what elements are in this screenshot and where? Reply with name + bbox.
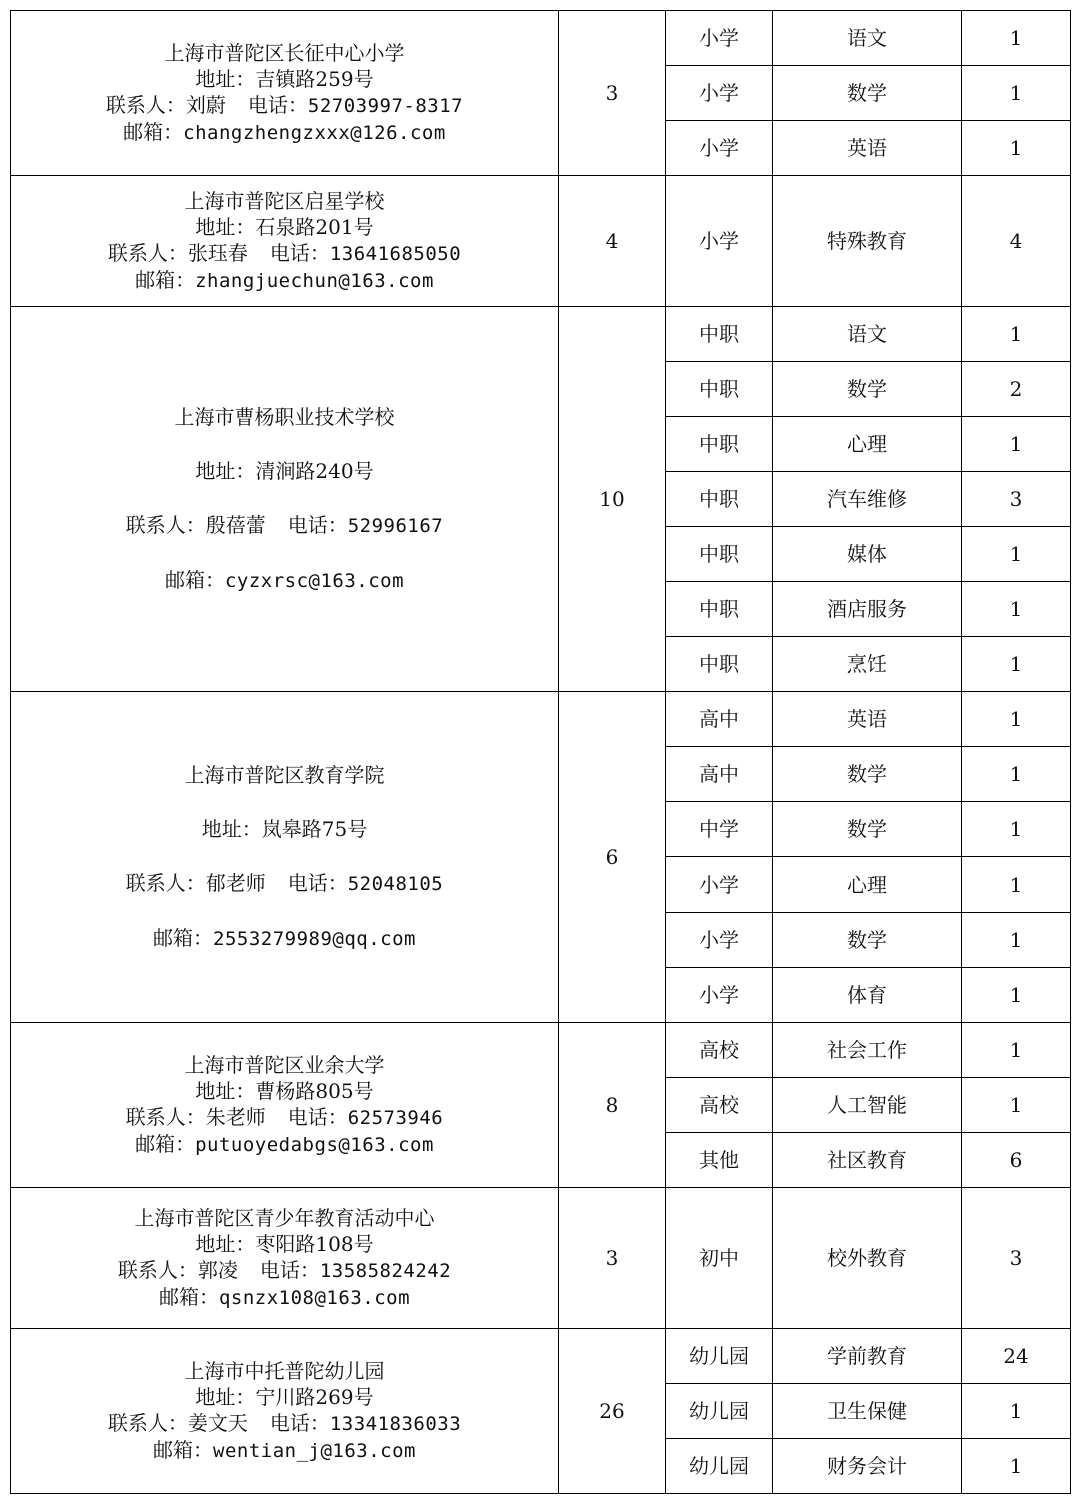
contact-label: 联系人：: [125, 1104, 206, 1129]
subject-cell: 数学: [773, 747, 962, 802]
email-address: 2553279989@qq.com: [213, 927, 416, 950]
email-label: 邮箱：: [153, 925, 214, 950]
count-cell: 24: [962, 1328, 1071, 1383]
level-cell: 幼儿园: [666, 1328, 773, 1383]
contact-label: 联系人：: [105, 93, 186, 118]
level-cell: 中职: [666, 527, 773, 582]
school-name-line: [11, 188, 558, 214]
phone-number: 52048105: [347, 872, 444, 895]
subject-cell: 英语: [773, 121, 962, 176]
contact-person: 张珏春: [187, 241, 248, 266]
count-cell: 1: [962, 912, 1071, 967]
count-cell: 1: [962, 417, 1071, 472]
subject-cell: 酒店服务: [773, 582, 962, 637]
level-cell: 高中: [666, 692, 773, 747]
contact-person: 朱老师: [205, 1104, 266, 1129]
level-cell: 小学: [666, 176, 773, 307]
level-cell: 中职: [666, 472, 773, 527]
subject-cell: 媒体: [773, 527, 962, 582]
email-label: 邮箱：: [123, 120, 184, 145]
school-name: 上海市普陀区启星学校: [184, 189, 385, 214]
phone-number: 52703997-8317: [307, 95, 464, 118]
address-line: [11, 66, 558, 92]
email-line: [11, 911, 558, 966]
contact-line: [11, 240, 558, 267]
subject-cell: 学前教育: [773, 1328, 962, 1383]
subject-cell: 数学: [773, 362, 962, 417]
level-cell: 小学: [666, 857, 773, 912]
subject-cell: 财务会计: [773, 1438, 962, 1493]
level-cell: 高中: [666, 747, 773, 802]
school-info-cell: [11, 307, 559, 692]
email-label: 邮箱：: [135, 268, 196, 293]
email-address: changzhengzxxx@126.com: [183, 122, 446, 145]
level-cell: 中职: [666, 582, 773, 637]
address-line: [11, 802, 558, 856]
subject-cell: 卫生保健: [773, 1383, 962, 1438]
address-line: [11, 1384, 558, 1410]
count-cell: 1: [962, 1077, 1071, 1132]
school-address: 曹杨路805号: [255, 1078, 374, 1103]
phone-number: 13341836033: [329, 1412, 462, 1435]
school-info-cell: [11, 692, 559, 1022]
school-info-cell: [11, 176, 559, 307]
school-name-line: [11, 1052, 558, 1078]
email-address: wentian_j@163.com: [213, 1439, 416, 1462]
subject-cell: 烹饪: [773, 637, 962, 692]
level-cell: 幼儿园: [666, 1383, 773, 1438]
count-cell: 1: [962, 802, 1071, 857]
count-cell: 3: [962, 472, 1071, 527]
phone-label: 电话：: [287, 1104, 348, 1129]
email-label: 邮箱：: [158, 1284, 219, 1309]
subject-cell: 特殊教育: [773, 176, 962, 307]
count-cell: 1: [962, 1438, 1071, 1493]
school-name: 上海市普陀区青少年教育活动中心: [134, 1205, 435, 1230]
total-count-cell: 8: [559, 1022, 666, 1187]
email-line: [11, 553, 558, 608]
address-line: [11, 214, 558, 240]
school-name: 上海市普陀区教育学院: [184, 762, 385, 787]
subject-cell: 校外教育: [773, 1187, 962, 1328]
school-name: 上海市普陀区业余大学: [184, 1052, 385, 1077]
count-cell: 4: [962, 176, 1071, 307]
phone-label: 电话：: [287, 513, 348, 538]
subject-cell: 体育: [773, 967, 962, 1022]
table-body: [11, 11, 1071, 1494]
email-label: 邮箱：: [164, 568, 225, 593]
count-cell: 1: [962, 967, 1071, 1022]
contact-person: 郭凌: [197, 1257, 238, 1282]
count-cell: 1: [962, 857, 1071, 912]
address-line: [11, 1078, 558, 1104]
school-address: 石泉路201号: [255, 215, 374, 240]
email-line: [11, 1437, 558, 1464]
phone-number: 13641685050: [329, 243, 462, 266]
total-count-cell: 26: [559, 1328, 666, 1493]
subject-cell: 数学: [773, 66, 962, 121]
count-cell: 1: [962, 1022, 1071, 1077]
school-name-line: [11, 390, 558, 444]
school-name-line: [11, 1358, 558, 1384]
email-label: 邮箱：: [135, 1131, 196, 1156]
address-label: 地址：: [201, 816, 262, 841]
school-address: 吉镇路259号: [255, 67, 374, 92]
subject-cell: 语文: [773, 307, 962, 362]
address-label: 地址：: [195, 1384, 256, 1409]
contact-person: 刘蔚: [185, 93, 226, 118]
total-count-cell: 3: [559, 11, 666, 176]
phone-label: 电话：: [269, 241, 330, 266]
address-line: [11, 1231, 558, 1257]
level-cell: 中学: [666, 802, 773, 857]
count-cell: 1: [962, 692, 1071, 747]
email-address: qsnzx108@163.com: [218, 1286, 411, 1309]
school-info-cell: [11, 1022, 559, 1187]
count-cell: 1: [962, 121, 1071, 176]
level-cell: 中职: [666, 417, 773, 472]
table-row: [11, 692, 1071, 747]
email-address: putuoyedabgs@163.com: [195, 1133, 434, 1156]
count-cell: 2: [962, 362, 1071, 417]
school-info-cell: [11, 1328, 559, 1493]
subject-cell: 英语: [773, 692, 962, 747]
subject-cell: 心理: [773, 417, 962, 472]
email-address: zhangjuechun@163.com: [195, 270, 434, 293]
school-info-cell: [11, 11, 559, 176]
level-cell: 中职: [666, 307, 773, 362]
count-cell: 1: [962, 747, 1071, 802]
count-cell: 1: [962, 66, 1071, 121]
level-cell: 小学: [666, 11, 773, 66]
email-line: [11, 1131, 558, 1158]
email-line: [11, 1284, 558, 1311]
contact-label: 联系人：: [117, 1257, 198, 1282]
email-label: 邮箱：: [153, 1437, 214, 1462]
subject-cell: 数学: [773, 802, 962, 857]
total-count-cell: 10: [559, 307, 666, 692]
school-name: 上海市中托普陀幼儿园: [184, 1358, 385, 1383]
phone-label: 电话：: [259, 1257, 320, 1282]
school-address: 枣阳路108号: [255, 1231, 374, 1256]
school-name: 上海市普陀区长征中心小学: [164, 41, 405, 66]
address-label: 地址：: [195, 459, 256, 484]
subject-cell: 社区教育: [773, 1132, 962, 1187]
address-line: [11, 444, 558, 498]
phone-number: 62573946: [347, 1106, 444, 1129]
contact-line: [11, 856, 558, 911]
subject-cell: 数学: [773, 912, 962, 967]
school-name: 上海市曹杨职业技术学校: [174, 405, 395, 430]
phone-label: 电话：: [287, 870, 348, 895]
level-cell: 中职: [666, 362, 773, 417]
total-count-cell: 3: [559, 1187, 666, 1328]
address-label: 地址：: [195, 215, 256, 240]
email-address: cyzxrsc@163.com: [224, 570, 405, 593]
contact-person: 郁老师: [205, 870, 266, 895]
count-cell: 1: [962, 11, 1071, 66]
subject-cell: 社会工作: [773, 1022, 962, 1077]
level-cell: 高校: [666, 1022, 773, 1077]
level-cell: 小学: [666, 967, 773, 1022]
school-name-line: [11, 1205, 558, 1231]
level-cell: 幼儿园: [666, 1438, 773, 1493]
address-label: 地址：: [195, 67, 256, 92]
total-count-cell: 4: [559, 176, 666, 307]
contact-label: 联系人：: [125, 870, 206, 895]
subject-cell: 语文: [773, 11, 962, 66]
contact-label: 联系人：: [125, 513, 206, 538]
level-cell: 高校: [666, 1077, 773, 1132]
count-cell: 6: [962, 1132, 1071, 1187]
address-label: 地址：: [195, 1078, 256, 1103]
contact-line: [11, 92, 558, 119]
recruitment-table: [10, 10, 1071, 1494]
contact-person: 殷蓓蕾: [205, 513, 266, 538]
contact-line: [11, 1104, 558, 1131]
subject-cell: 汽车维修: [773, 472, 962, 527]
level-cell: 初中: [666, 1187, 773, 1328]
contact-person: 姜文天: [187, 1410, 248, 1435]
phone-number: 13585824242: [319, 1259, 452, 1282]
contact-line: [11, 1257, 558, 1284]
school-address: 清涧路240号: [255, 459, 374, 484]
level-cell: 小学: [666, 121, 773, 176]
address-label: 地址：: [195, 1231, 256, 1256]
table-row: [11, 1022, 1071, 1077]
level-cell: 小学: [666, 912, 773, 967]
phone-label: 电话：: [247, 93, 308, 118]
school-name-line: [11, 40, 558, 66]
count-cell: 1: [962, 307, 1071, 362]
school-info-cell: [11, 1187, 559, 1328]
phone-number: 52996167: [347, 515, 444, 538]
contact-label: 联系人：: [107, 241, 188, 266]
table-row: [11, 307, 1071, 362]
count-cell: 1: [962, 582, 1071, 637]
count-cell: 1: [962, 637, 1071, 692]
table-row: [11, 1328, 1071, 1383]
count-cell: 1: [962, 527, 1071, 582]
subject-cell: 人工智能: [773, 1077, 962, 1132]
level-cell: 中职: [666, 637, 773, 692]
contact-label: 联系人：: [107, 1410, 188, 1435]
phone-label: 电话：: [269, 1410, 330, 1435]
level-cell: 小学: [666, 66, 773, 121]
table-row: [11, 176, 1071, 307]
contact-line: [11, 1410, 558, 1437]
email-line: [11, 119, 558, 146]
contact-line: [11, 498, 558, 553]
email-line: [11, 267, 558, 294]
school-address: 岚皋路75号: [261, 816, 368, 841]
level-cell: 其他: [666, 1132, 773, 1187]
school-address: 宁川路269号: [255, 1384, 374, 1409]
school-name-line: [11, 748, 558, 802]
count-cell: 3: [962, 1187, 1071, 1328]
count-cell: 1: [962, 1383, 1071, 1438]
total-count-cell: 6: [559, 692, 666, 1022]
table-row: [11, 1187, 1071, 1328]
table-row: [11, 11, 1071, 66]
subject-cell: 心理: [773, 857, 962, 912]
